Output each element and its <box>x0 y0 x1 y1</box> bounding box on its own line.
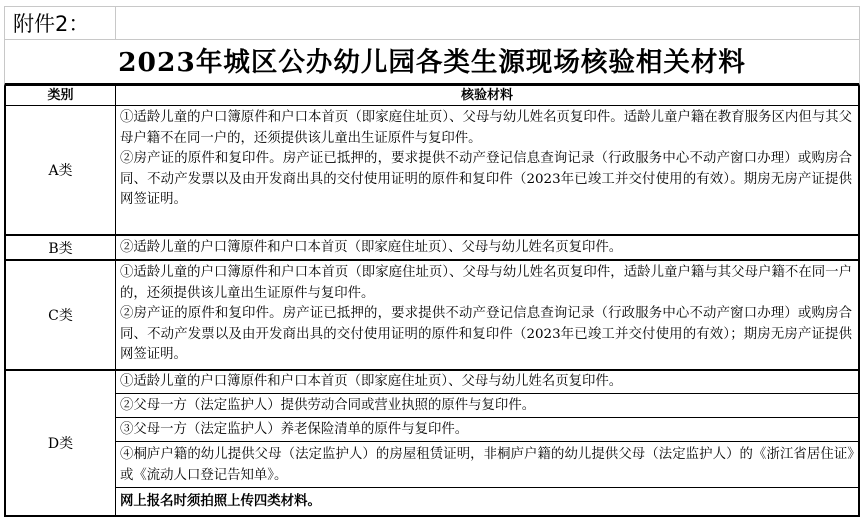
header-materials: 核验材料 <box>116 86 860 106</box>
header-category: 类别 <box>4 86 116 106</box>
materials-c <box>116 261 860 371</box>
materials-b-line-1: ②适龄儿童的户口簿原件和户口本首页（即家庭住址页）、父母与幼儿姓名页复印件。 <box>120 240 623 255</box>
materials-d-item-1 <box>116 371 860 394</box>
materials-d-note <box>116 488 860 515</box>
category-d: D类 <box>4 371 116 517</box>
materials-a <box>116 106 860 236</box>
materials-d-item-1-text: ①适龄儿童的户口簿原件和户口本首页（即家庭住址页）、父母与幼儿姓名页复印件。 <box>120 374 623 389</box>
materials-d-note-text: 网上报名时须拍照上传四类材料。 <box>120 493 321 509</box>
materials-d <box>116 371 860 517</box>
materials-c-line-2: ②房产证的原件和复印件。房产证已抵押的，要求提供不动产登记信息查询记录（行政服务中心不动产窗口办理）或购房合同、不动产发票以及由开发商出具的交付使用证明的原件和复印件（2023年已竣工并交付使用的有效）；期房无房产证提供网签证明。 <box>120 306 852 362</box>
materials-d-item-2 <box>116 394 860 418</box>
materials-table <box>4 86 860 517</box>
attachment-label: 附件2： <box>4 6 116 40</box>
attachment-blank-cell <box>116 6 860 40</box>
materials-d-item-4 <box>116 442 860 488</box>
materials-d-item-2-text: ②父母一方（法定监护人）提供劳动合同或营业执照的原件与复印件。 <box>120 398 536 413</box>
materials-b <box>116 236 860 261</box>
materials-c-line-1: ①适龄儿童的户口簿原件和户口本首页（即家庭住址页）、父母与幼儿姓名页复印件，适龄儿童户籍与其父母户籍不在同一户的，还须提供该儿童出生证原件与复印件。 <box>120 265 852 301</box>
table-row-c <box>4 261 860 371</box>
document-title: 2023年城区公办幼儿园各类生源现场核验相关材料 <box>4 40 860 86</box>
category-c: C类 <box>4 261 116 371</box>
table-header-row <box>4 86 860 106</box>
category-a: A类 <box>4 106 116 236</box>
materials-d-item-3 <box>116 418 860 442</box>
table-row-a <box>4 106 860 236</box>
category-b: B类 <box>4 236 116 261</box>
table-row-b <box>4 236 860 261</box>
table-row-d <box>4 371 860 517</box>
materials-d-item-3-text: ③父母一方（法定监护人）养老保险清单的原件与复印件。 <box>120 422 469 437</box>
materials-d-item-4-text: ④桐庐户籍的幼儿提供父母（法定监护人）的房屋租赁证明，非桐庐户籍的幼儿提供父母（法定监护人）的《浙江省居住证》或《流动人口登记告知单》。 <box>120 447 854 483</box>
materials-a-line-2: ②房产证的原件和复印件。房产证已抵押的，要求提供不动产登记信息查询记录（行政服务中心不动产窗口办理）或购房合同、不动产发票以及由开发商出具的交付使用证明的原件和复印件（2023年已竣工并交付使用的有效）。期房无房产证提供网签证明。 <box>120 151 852 207</box>
materials-a-line-1: ①适龄儿童的户口簿原件和户口本首页（即家庭住址页）、父母与幼儿姓名页复印件。适龄儿童户籍在教育服务区内但与其父母户籍不在同一户的，还须提供该儿童出生证原件与复印件。 <box>120 110 852 146</box>
